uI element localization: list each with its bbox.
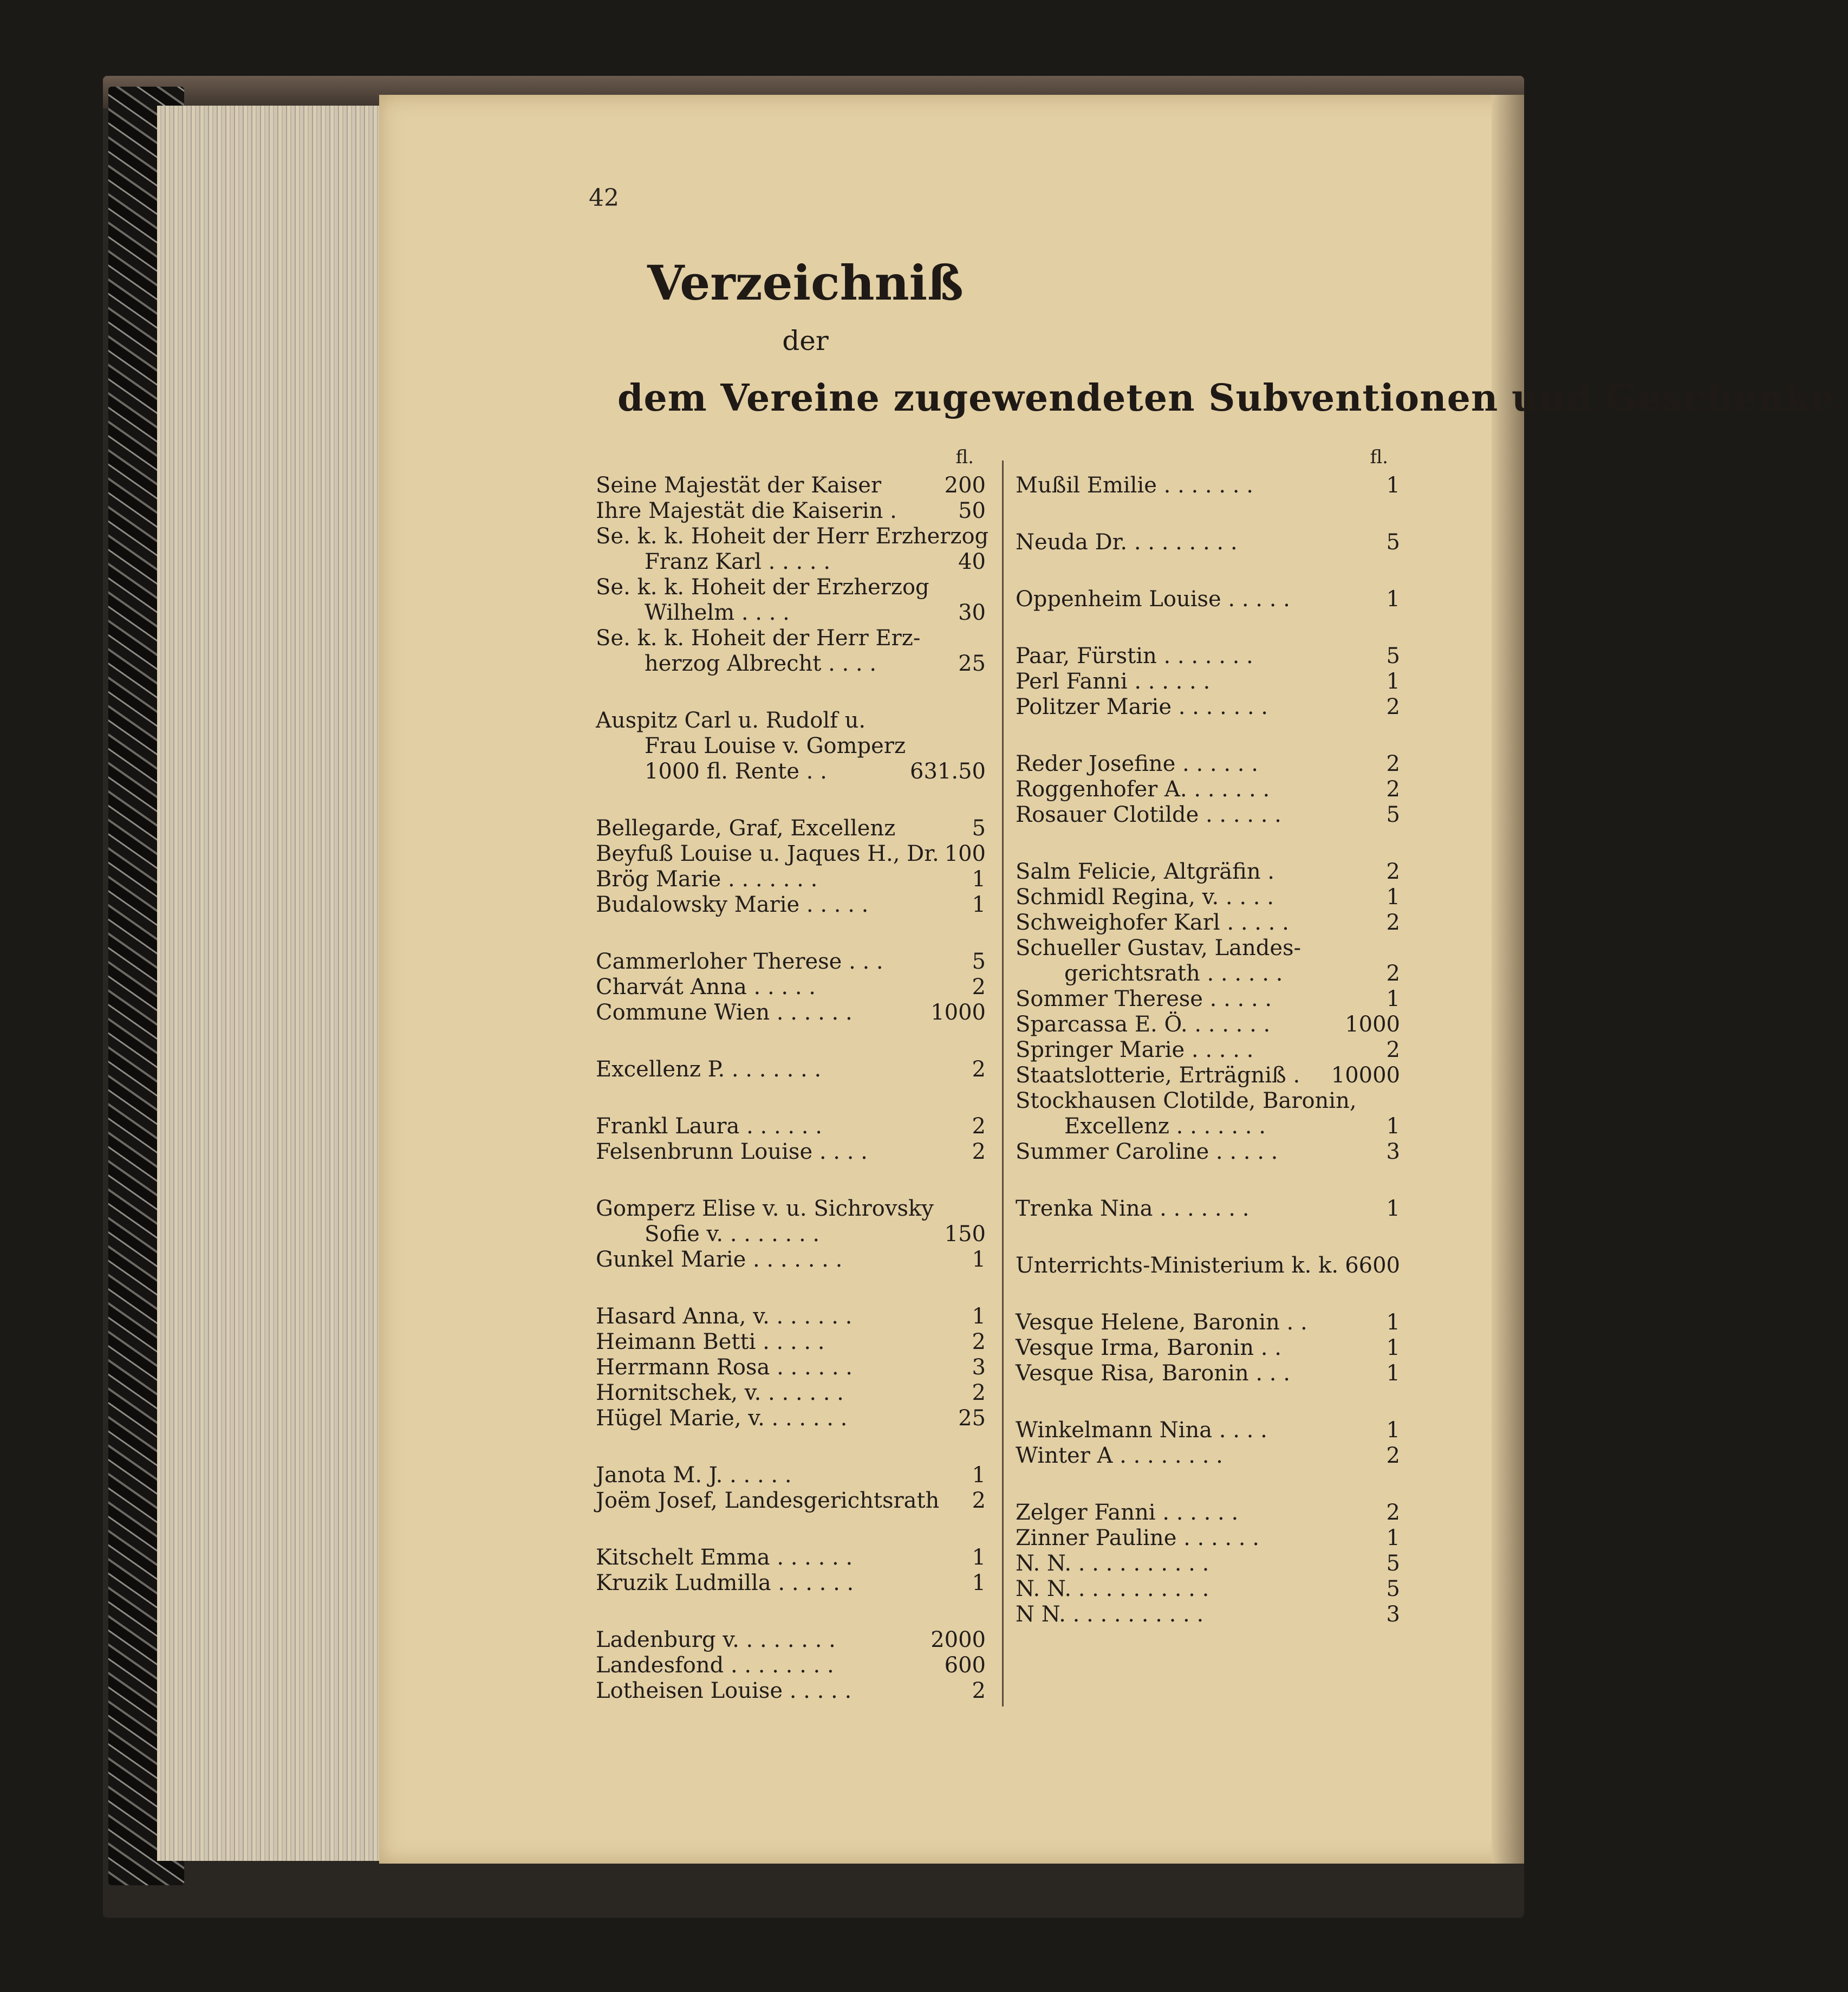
donor-name: Neuda Dr. . . . . . . . . (1016, 530, 1238, 555)
list-item (596, 816, 986, 841)
donor-name: Vesque Irma, Baronin . . (1016, 1335, 1281, 1360)
donor-name: Summer Caroline . . . . . (1016, 1139, 1278, 1164)
donor-name: Se. k. k. Hoheit der Erzherzog (596, 575, 929, 600)
left-entry-list (596, 473, 989, 1704)
donor-name: Se. k. k. Hoheit der Herr Erzherzog (596, 524, 989, 549)
donation-amount: 1 (1386, 669, 1400, 694)
page-number: 42 (589, 184, 619, 212)
list-item (1016, 885, 1400, 910)
list-item (1016, 1418, 1400, 1443)
list-item (1016, 1443, 1400, 1469)
donation-amount: 2 (972, 1057, 986, 1082)
donation-amount: 2 (1386, 751, 1400, 776)
donation-amount: 1 (972, 1304, 986, 1329)
donor-name: Stockhausen Clotilde, Baronin, (1016, 1088, 1357, 1113)
donor-name: Hasard Anna, v. . . . . . . (596, 1304, 853, 1329)
list-item (1016, 987, 1400, 1012)
list-item (1016, 936, 1400, 961)
donor-name: Excellenz P. . . . . . . . (596, 1057, 822, 1082)
entry-group (596, 1304, 986, 1431)
right-entry-list (1016, 473, 1400, 1627)
donor-name: Commune Wien . . . . . . (596, 1000, 853, 1025)
donor-name: Gomperz Elise v. u. Sichrovsky (596, 1196, 934, 1221)
donation-amount: 1 (972, 867, 986, 892)
donation-amount: 50 (958, 498, 986, 523)
list-item (596, 1627, 986, 1653)
list-item (1016, 910, 1400, 936)
donor-name: Unterrichts-Ministerium k. k. (1016, 1253, 1339, 1278)
donor-name: herzog Albrecht . . . . (645, 651, 877, 676)
list-item (596, 892, 986, 918)
donor-name: gerichtsrath . . . . . . (1064, 961, 1283, 986)
donor-name: Herrmann Rosa . . . . . . (596, 1355, 853, 1380)
list-item (596, 1380, 986, 1406)
donor-name: Politzer Marie . . . . . . . (1016, 695, 1268, 719)
donor-name: Kitschelt Emma . . . . . . (596, 1545, 853, 1570)
entry-group (1016, 644, 1400, 720)
entry-group (1016, 1310, 1400, 1386)
donation-amount: 2 (1386, 859, 1400, 884)
entry-group (596, 816, 986, 918)
list-item (596, 524, 989, 549)
donor-name: Vesque Helene, Baronin . . (1016, 1310, 1307, 1335)
list-item (1016, 1526, 1400, 1551)
donor-name: Cammerloher Therese . . . (596, 949, 883, 974)
list-item (1016, 1037, 1400, 1063)
donor-name: Springer Marie . . . . . (1016, 1037, 1254, 1062)
list-item (596, 1488, 986, 1514)
donor-name: Sparcassa E. Ö. . . . . . . (1016, 1012, 1271, 1037)
donor-name: Salm Felicie, Altgräfin . (1016, 859, 1275, 884)
unit-label-left: fl. (955, 446, 974, 468)
entry-group (1016, 859, 1400, 1165)
donation-amount: 2000 (930, 1627, 986, 1652)
list-item (1016, 859, 1400, 885)
list-item (1016, 1012, 1400, 1037)
list-item (1016, 1114, 1400, 1139)
donation-amount: 2 (972, 1114, 986, 1139)
donation-amount: 3 (1386, 1139, 1400, 1164)
list-item (1016, 1196, 1400, 1222)
donation-amount: 3 (1386, 1602, 1400, 1627)
donation-amount: 5 (1386, 1551, 1400, 1576)
donor-name: Frankl Laura . . . . . . (596, 1114, 822, 1139)
list-item (1016, 695, 1400, 720)
donor-name: Janota M. J. . . . . . (596, 1463, 792, 1488)
donation-amount: 1 (1386, 987, 1400, 1011)
list-item (596, 575, 986, 600)
list-item (596, 1304, 986, 1329)
list-item (1016, 669, 1400, 695)
donation-amount: 6600 (1345, 1253, 1400, 1278)
donation-amount: 2 (972, 1488, 986, 1513)
list-item (1016, 1253, 1400, 1279)
donation-amount: 1 (972, 1463, 986, 1488)
list-item (1016, 644, 1400, 669)
entry-group (1016, 587, 1400, 612)
list-item (1016, 1602, 1400, 1627)
donation-amount: 1 (1386, 587, 1400, 612)
entry-group (596, 949, 986, 1026)
entry-group (1016, 530, 1400, 555)
donor-name: Reder Josefine . . . . . . (1016, 751, 1258, 776)
donation-amount: 1 (1386, 885, 1400, 910)
donation-amount: 30 (958, 600, 986, 625)
donation-amount: 1 (972, 1545, 986, 1570)
donor-name: Seine Majestät der Kaiser (596, 473, 882, 498)
donation-amount: 1 (1386, 1310, 1400, 1335)
donation-amount: 2 (1386, 1037, 1400, 1062)
list-item (596, 949, 986, 975)
list-item (596, 1678, 986, 1704)
page-title: Verzeichniß (647, 255, 964, 311)
list-item (596, 708, 986, 734)
entry-group (596, 1057, 986, 1082)
unit-label-right: fl. (1370, 446, 1388, 468)
entry-group (596, 1114, 986, 1165)
entry-group (1016, 473, 1400, 498)
donor-name: Vesque Risa, Baronin . . . (1016, 1361, 1290, 1386)
list-item (596, 1463, 986, 1488)
list-item (1016, 777, 1400, 802)
list-item (596, 498, 986, 524)
donor-name: Brög Marie . . . . . . . (596, 867, 818, 892)
list-item (1016, 1576, 1400, 1602)
list-item (596, 549, 986, 575)
donor-name: Budalowsky Marie . . . . . (596, 892, 869, 917)
donor-name: Hornitschek, v. . . . . . . (596, 1380, 844, 1405)
donor-name: Winter A . . . . . . . . (1016, 1443, 1223, 1468)
list-item (596, 626, 986, 651)
page-gutter (1492, 95, 1524, 1864)
donation-amount: 1 (1386, 1526, 1400, 1550)
donation-amount: 1000 (930, 1000, 986, 1025)
entry-group (1016, 1500, 1400, 1627)
donor-name: Se. k. k. Hoheit der Herr Erz- (596, 626, 921, 651)
entry-group (596, 1196, 986, 1273)
list-item (1016, 1139, 1400, 1165)
donation-amount: 100 (944, 841, 986, 866)
donor-name: Frau Louise v. Gomperz (645, 734, 906, 758)
list-item (1016, 587, 1400, 612)
donation-amount: 600 (944, 1653, 986, 1678)
list-item (596, 1000, 986, 1026)
list-item (1016, 961, 1400, 987)
list-item (1016, 473, 1400, 498)
donation-amount: 5 (1386, 644, 1400, 669)
donor-name: N. N. . . . . . . . . . . (1016, 1551, 1209, 1576)
list-item (596, 600, 986, 626)
list-item (596, 1329, 986, 1355)
entry-group (596, 473, 989, 677)
donor-name: Ihre Majestät die Kaiserin . (596, 498, 897, 523)
donation-amount: 2 (1386, 1443, 1400, 1468)
donation-amount: 2 (972, 1329, 986, 1354)
donor-name: Oppenheim Louise . . . . . (1016, 587, 1290, 612)
list-item (1016, 1335, 1400, 1361)
list-item (596, 651, 986, 677)
donor-name: Rosauer Clotilde . . . . . . (1016, 802, 1281, 827)
donor-name: Sofie v. . . . . . . . (645, 1222, 820, 1247)
donation-amount: 40 (958, 549, 986, 574)
list-item (596, 473, 986, 498)
donor-name: Landesfond . . . . . . . . (596, 1653, 834, 1678)
donation-amount: 5 (972, 816, 986, 841)
list-item (596, 1222, 986, 1247)
donor-name: Wilhelm . . . . (645, 600, 790, 625)
entry-group (596, 1627, 986, 1704)
donation-amount: 2 (972, 1678, 986, 1703)
donation-amount: 25 (958, 651, 986, 676)
donation-amount: 1 (1386, 1361, 1400, 1386)
donor-name: 1000 fl. Rente . . (645, 759, 827, 784)
list-item (596, 1247, 986, 1273)
list-item (1016, 1088, 1400, 1114)
donation-amount: 1 (972, 892, 986, 917)
donation-amount: 1 (1386, 473, 1400, 498)
donor-name: Schweighofer Karl . . . . . (1016, 910, 1289, 935)
donor-name: Mußil Emilie . . . . . . . (1016, 473, 1253, 498)
entry-group (596, 1545, 986, 1596)
list-item (596, 1406, 986, 1431)
donor-name: Staatslotterie, Erträgniß . (1016, 1063, 1300, 1088)
donor-name: Ladenburg v. . . . . . . . (596, 1627, 836, 1652)
entry-group (1016, 751, 1400, 828)
donation-amount: 631.50 (910, 759, 986, 784)
donation-amount: 2 (1386, 910, 1400, 935)
list-item (1016, 1063, 1400, 1088)
donation-amount: 1 (1386, 1114, 1400, 1139)
donor-name: Excellenz . . . . . . . (1064, 1114, 1266, 1139)
donation-amount: 150 (944, 1222, 986, 1247)
donation-amount: 1 (1386, 1196, 1400, 1221)
donation-amount: 2 (1386, 961, 1400, 986)
donation-amount: 1 (1386, 1335, 1400, 1360)
donation-amount: 200 (944, 473, 986, 498)
entry-group (596, 1463, 986, 1514)
list-item (1016, 530, 1400, 555)
list-item (1016, 1500, 1400, 1526)
left-column (596, 442, 989, 1735)
donation-amount: 1 (972, 1571, 986, 1595)
donation-amount: 1 (1386, 1418, 1400, 1443)
list-item (596, 1653, 986, 1678)
right-column (1016, 442, 1400, 1659)
donation-amount: 2 (972, 975, 986, 1000)
list-item (596, 1114, 986, 1139)
list-item (596, 1355, 986, 1380)
donation-amount: 5 (972, 949, 986, 974)
donor-name: Lotheisen Louise . . . . . (596, 1678, 852, 1703)
donor-name: Zinner Pauline . . . . . . (1016, 1526, 1259, 1550)
list-item (596, 841, 986, 867)
donor-name: N. N. . . . . . . . . . . (1016, 1576, 1209, 1601)
donor-name: Sommer Therese . . . . . (1016, 987, 1272, 1011)
donation-amount: 5 (1386, 1576, 1400, 1601)
list-item (596, 1057, 986, 1082)
donor-name: Charvát Anna . . . . . (596, 975, 816, 1000)
donor-name: Joëm Josef, Landesgerichtsrath (596, 1488, 940, 1513)
list-item (596, 759, 986, 784)
donation-amount: 1000 (1345, 1012, 1400, 1037)
entry-group (1016, 1196, 1400, 1222)
list-item (1016, 1310, 1400, 1335)
column-divider (1002, 460, 1004, 1706)
list-item (596, 867, 986, 892)
list-item (596, 734, 986, 759)
donation-amount: 10000 (1331, 1063, 1400, 1088)
list-item (1016, 751, 1400, 777)
donation-amount: 2 (1386, 695, 1400, 719)
donor-name: Perl Fanni . . . . . . (1016, 669, 1211, 694)
donation-amount: 3 (972, 1355, 986, 1380)
donation-amount: 5 (1386, 802, 1400, 827)
donation-amount: 5 (1386, 530, 1400, 555)
donor-name: Paar, Fürstin . . . . . . . (1016, 644, 1253, 669)
page-subtitle: dem Vereine zugewendeten Subventionen und Geschenke. (617, 377, 1848, 420)
donation-amount: 2 (1386, 1500, 1400, 1525)
entry-group (596, 708, 986, 784)
donor-name: Heimann Betti . . . . . (596, 1329, 825, 1354)
donation-amount: 1 (972, 1247, 986, 1272)
list-item (1016, 1361, 1400, 1386)
donation-amount: 25 (958, 1406, 986, 1431)
entry-group (1016, 1418, 1400, 1469)
title-connector: der (782, 325, 829, 356)
donor-name: Auspitz Carl u. Rudolf u. (596, 708, 866, 733)
donor-name: Zelger Fanni . . . . . . (1016, 1500, 1239, 1525)
list-item (1016, 1551, 1400, 1576)
list-item (596, 1545, 986, 1571)
donor-name: Bellegarde, Graf, Excellenz (596, 816, 896, 841)
donor-name: Schueller Gustav, Landes- (1016, 936, 1302, 961)
donor-name: N N. . . . . . . . . . . (1016, 1602, 1204, 1627)
page-edges (157, 106, 412, 1861)
donation-amount: 2 (972, 1139, 986, 1164)
entry-group (1016, 1253, 1400, 1279)
list-item (596, 1139, 986, 1165)
donor-name: Gunkel Marie . . . . . . . (596, 1247, 843, 1272)
donor-name: Felsenbrunn Louise . . . . (596, 1139, 868, 1164)
list-item (1016, 802, 1400, 828)
donor-name: Kruzik Ludmilla . . . . . . (596, 1571, 854, 1595)
donor-name: Beyfuß Louise u. Jaques H., Dr. (596, 841, 939, 866)
donor-name: Trenka Nina . . . . . . . (1016, 1196, 1250, 1221)
donor-name: Winkelmann Nina . . . . (1016, 1418, 1267, 1443)
donation-amount: 2 (972, 1380, 986, 1405)
list-item (596, 1571, 986, 1596)
donation-amount: 2 (1386, 777, 1400, 802)
donor-name: Roggenhofer A. . . . . . . (1016, 777, 1270, 802)
donor-name: Franz Karl . . . . . (645, 549, 831, 574)
list-item (596, 1196, 986, 1222)
donor-name: Schmidl Regina, v. . . . . (1016, 885, 1274, 910)
donor-name: Hügel Marie, v. . . . . . . (596, 1406, 848, 1431)
list-item (596, 975, 986, 1000)
